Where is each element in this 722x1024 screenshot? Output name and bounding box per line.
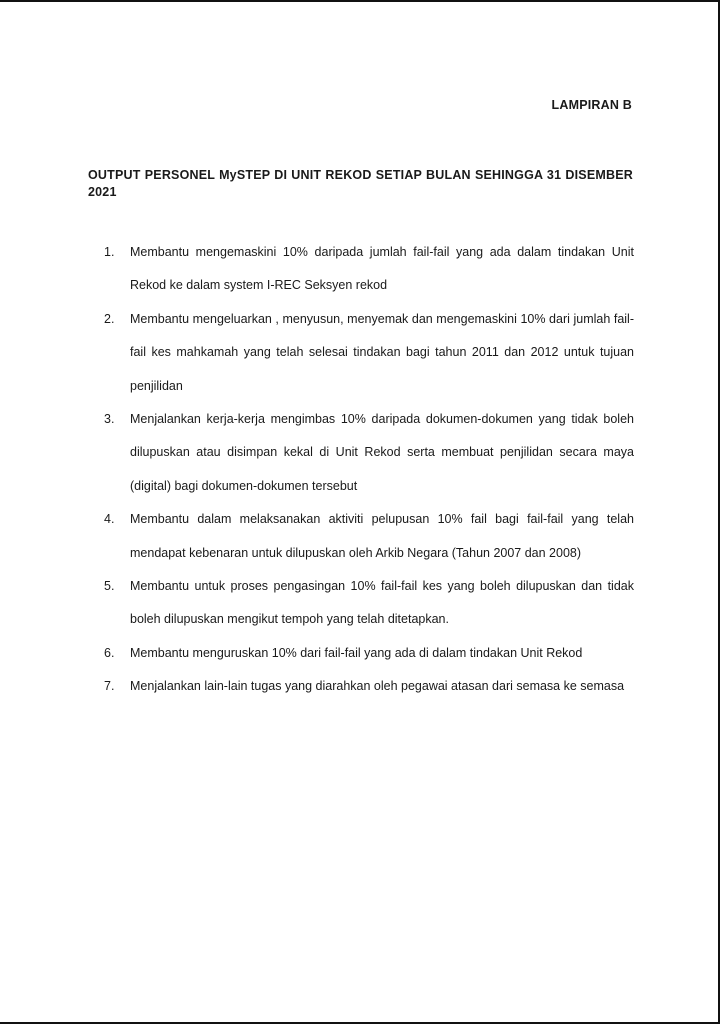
list-item-text: Membantu mengeluarkan , menyusun, menyemak dan mengemaskini 10% dari jumlah fail-fail kes mahkamah yang telah selesai tindakan bagi tahun 2011 dan 2012 untuk tujuan penjilidan bbox=[130, 311, 634, 393]
task-list bbox=[104, 236, 634, 704]
list-item-text: Menjalankan kerja-kerja mengimbas 10% daripada dokumen-dokumen yang tidak boleh dilupuskan atau disimpan kekal di Unit Rekod serta membuat penjilidan secara maya (digital) bagi dokumen-dokumen tersebut bbox=[130, 412, 634, 493]
annex-label: LAMPIRAN B bbox=[551, 98, 632, 112]
list-item-text: Membantu mengemaskini 10% daripada jumlah fail-fail yang ada dalam tindakan Unit Rekod ke dalam system I-REC Seksyen rekod bbox=[130, 245, 634, 293]
list-item-number: 7. bbox=[104, 679, 115, 694]
list-item bbox=[104, 503, 634, 570]
list-item-number: 5. bbox=[104, 579, 115, 594]
list-item-number: 4. bbox=[104, 512, 115, 527]
list-item bbox=[104, 570, 634, 637]
list-item-number: 2. bbox=[104, 311, 115, 326]
list-item-text: Membantu untuk proses pengasingan 10% fail-fail kes yang boleh dilupuskan dan tidak boleh dilupuskan mengikut tempoh yang telah ditetapkan. bbox=[130, 579, 634, 627]
list-item bbox=[104, 637, 634, 670]
list-item bbox=[104, 403, 634, 503]
document-title: OUTPUT PERSONEL MySTEP DI UNIT REKOD SETIAP BULAN SEHINGGA 31 DISEMBER 2021 bbox=[88, 168, 633, 199]
list-item bbox=[104, 670, 634, 703]
list-item bbox=[104, 303, 634, 403]
list-item-text: Membantu dalam melaksanakan aktiviti pelupusan 10% fail bagi fail-fail yang telah mendapat kebenaran untuk dilupuskan oleh Arkib Negara (Tahun 2007 dan 2008) bbox=[130, 512, 634, 560]
list-item-number: 6. bbox=[104, 645, 115, 660]
list-item-text: Membantu menguruskan 10% dari fail-fail yang ada di dalam tindakan Unit Rekod bbox=[130, 645, 583, 660]
list-item-text: Menjalankan lain-lain tugas yang diarahkan oleh pegawai atasan dari semasa ke semasa bbox=[130, 679, 625, 694]
list-item bbox=[104, 236, 634, 303]
list-item-number: 1. bbox=[104, 245, 115, 259]
list-item-number: 3. bbox=[104, 412, 115, 427]
